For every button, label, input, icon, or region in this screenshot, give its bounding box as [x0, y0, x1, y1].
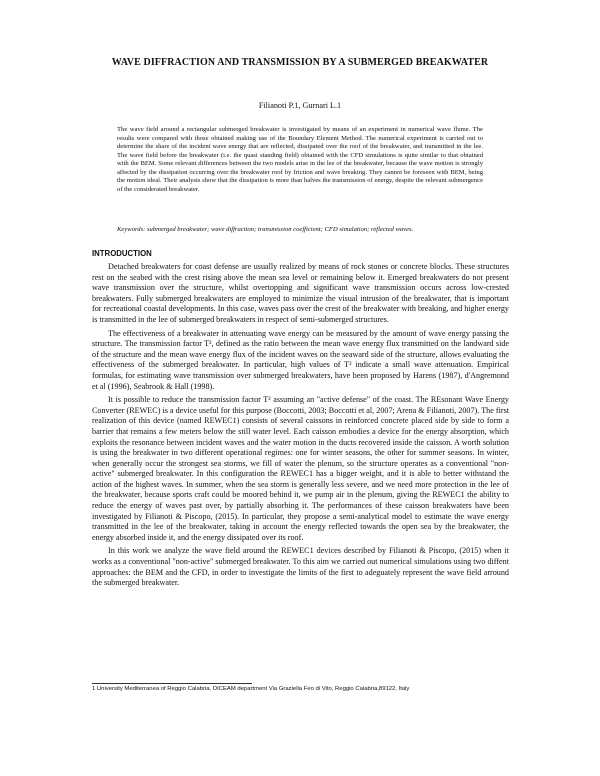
- author-list: Filianoti P.1, Gurnari L.1: [258, 101, 342, 110]
- paragraph: The effectiveness of a breakwater in attenuating wave energy can be measured by the amount of wave energy passing the structure. The transmission factor T², defined as the ratio between the mean wave energy flux transmitted on the landward side of the structure and the mean wave energy flux of the incident waves on the seaward side of the structure, allows evaluating the effectiveness of the submerged breakwater. In particular, high values of T² indicate a small wave attenuation. Empirical formulas, for estimating wave transmission over submerged breakwaters, have been proposed by Harens (1987), d'Angremond et al (1996), Seabrook & Hall (1998).: [92, 328, 509, 391]
- paragraph: Detached breakwaters for coast defense are usually realized by means of rock stones or concrete blocks. These structures rest on the seabed with the crest rising above the mean sea level or remaining below it. Emerged breakwaters do not present wave transmission over the structure, whilst overtopping and significant wave transmission occurs across low-crested breakwaters. Fully submerged breakwaters are employed to minimize the visual intrusion of the breakwater, that is important for recreational coastal developments. In this case, waves pass over the crest of the breakwater with breaking, and higher energy is transmitted in the lee of submerged breakwaters in respect of semi-submerged structures.: [92, 262, 509, 324]
- footnote-divider: [92, 683, 252, 684]
- introduction-body: [92, 262, 509, 592]
- keywords: Keywords: submerged breakwater; wave diffraction; transmission coefficient; CFD simulation; reflected waves.: [117, 226, 414, 233]
- affiliation-footnote: 1 University Mediterranea of Reggio Calabria, DICEAM department Via Graziella Feo di Vito, Reggio Calabria,89122, Italy: [92, 686, 410, 692]
- paper-title: WAVE DIFFRACTION AND TRANSMISSION BY A SUBMERGED BREAKWATER: [111, 57, 489, 68]
- abstract: The wave field around a rectangular submerged breakwater is investigated by means of an experiment in numerical wave flume. The results were compared with those obtained making use of the Boundary Element Method. The numerical experiment is carried out to determine the share of the incident wave energy that are reflected, dissipated over the roof of the breakwater, and transmitted in the lee. The wave field before the breakwater (i.e. the quasi standing field) obtained with the CFD simulations is quite similar to that obtained with the BEM. Some relevant differences between the two models arise in the lee of the breakwater, because the wave motion is strongly affected by the dissipation occurring over the breakwater roof by friction and wave breaking. They cannot be foreseen with BEM, being the motion ideal. Their analysis show that the dissipation is more than halves the transmission of energy, despite the relevant submergence of the considerated breakwater.: [117, 126, 483, 193]
- paragraph: In this work we analyze the wave field around the REWEC1 devices described by Filianoti & Piscopo, (2015) when it works as a conventional "non-active" submerged breakwater. To this aim we carried out numerical simulations using two diffent approaches: the BEM and the CFD, in order to investigate the limits of the first to adeguately represent the wave field arround the submerged breakwater.: [92, 546, 509, 588]
- paragraph: It is possible to reduce the transmission factor T² assuming an "active defense" of the coast. The REsonant Wave Energy Converter (REWEC) is a device useful for this purpose (Boccotti, 2003; Boccotti et al, 2007; Arena & Filianoti, 2007). The first realization of this device (named REWEC1) consists of several caissons in reinforced concrete placed side by side to form a barrier that remains a few meters below the still water level. Each caisson embodies a device for the energy absorption, which exploits the resonance between incident waves and the water motion in the ducts recovered inside the caisson. A worth solution is using the breakwater in two different operational regimes: one for winter seasons, the other for summer seasons. In winter, when generally occur the strongest sea storms, we fill of water the plenum, so the structure operates as a conventional "non-active" submerged breakwater. In this configuration the REWEC1 has a bigger weight, and it is able to better withstand the action of the highest waves. In summer, when the sea storm is generally less severe, and we need more protection in the lee of the breakwater, because sports craft could be moored behind it, we pump air in the plenum, giving the REWEC1 the ability to reduce the energy of waves past over, by partially absorbing it. The performances of these caisson breakwaters have been investigated by Filianoti & Piscopo, (2015). In particular, they propose a semi-analytical model to estimate the wave energy transmitted in the lee of the breakwater, taking in account the energy reflected towards the open sea by the breakwater, the energy absorbed inside it, and the energy dissipated over its roof.: [92, 395, 509, 542]
- section-heading-introduction: INTRODUCTION: [92, 249, 152, 258]
